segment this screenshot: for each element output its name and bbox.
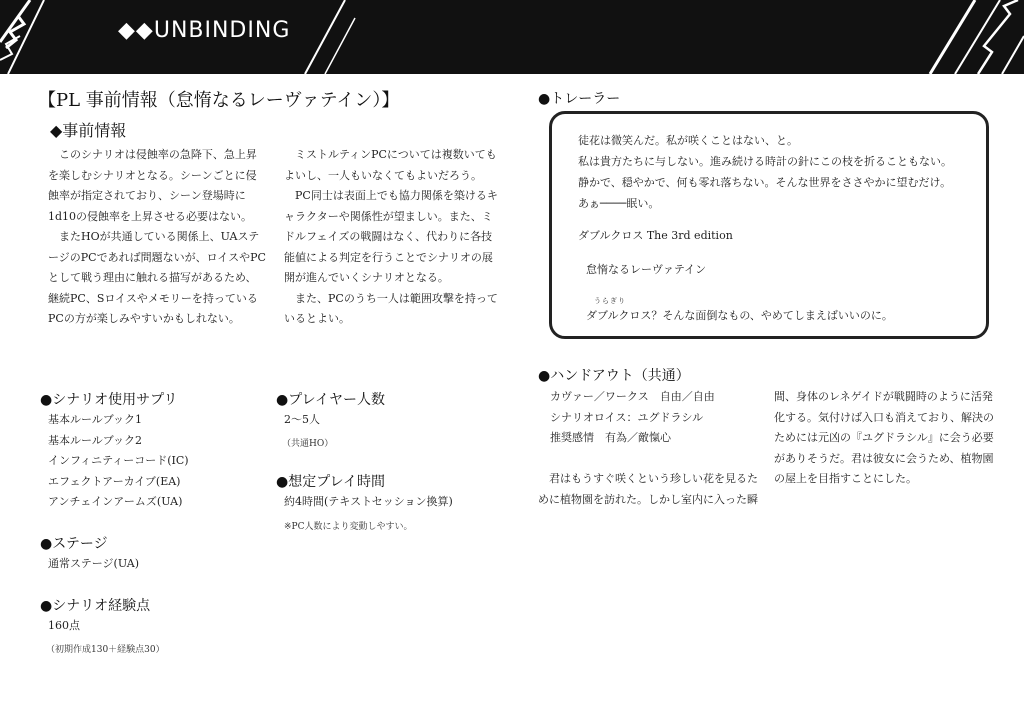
- handout-text-line: ためには元凶の『ユグドラシル』に会う必要: [774, 431, 994, 444]
- handout-text-line: 間、身体のレネゲイドが戦闘時のように活発: [774, 390, 993, 403]
- handout-text-line: 化する。気付けば入口も消えており、解決の: [774, 410, 994, 424]
- pre-info-paragraph: またHOが共通している関係上、UAステージのPCであれば問題ないが、ロイスやPCとして戦う理由に触れる描写があるため、継続PC、Sロイスやメモリーを持っているPCの方が楽しみやすいかもしれない。: [48, 230, 266, 325]
- handout-text-left: [538, 469, 758, 510]
- header-title: ◆◆UNBINDING: [118, 18, 291, 43]
- players-note: （共通HO）: [282, 439, 334, 449]
- pre-info-paragraph: また、PCのうち一人は範囲攻撃を持っているとよい。: [284, 291, 498, 325]
- playtime-heading: ●想定プレイ時間: [276, 474, 385, 490]
- pre-info-right-column: [284, 145, 502, 330]
- trailer-line: 静かで、穏やかで、何も零れ落ちない。そんな世界をささやかに望むだけ。: [578, 176, 952, 189]
- trailer-ruby: うらぎり: [594, 297, 626, 305]
- rules-item: 基本ルールブック2: [48, 433, 143, 447]
- pre-info-paragraph: ミストルティンPCについては複数いてもよいし、一人もいなくてもよいだろう。: [284, 148, 497, 182]
- trailer-tagline: ダブルクロス？そんな面倒なもの、やめてしまえばいいのに。: [586, 309, 893, 322]
- trailer-line: あぁ────眠い。: [578, 197, 660, 210]
- rules-item: インフィニティーコード(IC): [48, 454, 189, 467]
- handout-text-line: がありそうだ。君は彼女に会うため、植物園: [774, 451, 994, 465]
- stage-value: 通常ステージ(UA): [48, 557, 140, 570]
- players-heading: ●プレイヤー人数: [276, 392, 385, 408]
- rules-item: アンチェインアームズ(UA): [48, 495, 183, 508]
- rules-heading: ●シナリオ使用サプリ: [40, 392, 178, 408]
- playtime-note: ※PC人数により変動しやすい。: [284, 522, 413, 532]
- pre-info-left-column: [48, 145, 266, 330]
- rules-item: エフェクトアーカイブ(EA): [48, 474, 181, 488]
- pre-info-heading: ◆事前情報: [50, 121, 127, 140]
- handout-text-line: 君はもうすぐ咲くという珍しい花を見るた: [549, 472, 758, 485]
- playtime-value: 約4時間(テキストセッション換算): [284, 495, 453, 508]
- trailer-game-title: ダブルクロス The 3rd edition: [578, 229, 733, 242]
- handout-text-line: の屋上を目指すことにした。: [774, 472, 917, 485]
- trailer-line: 私は貴方たちに与しない。進み続ける時計の針にこの枝を折ることもない。: [578, 155, 952, 168]
- handout-emotion: 推奨感情 有為／敵愾心: [550, 431, 671, 444]
- exp-value: 160点: [48, 619, 80, 632]
- trailer-line: 徒花は微笑んだ。私が咲くことはない、と。: [578, 134, 798, 147]
- rules-list: [48, 410, 189, 513]
- header-banner: [0, 0, 1024, 74]
- exp-heading: ●シナリオ経験点: [40, 598, 151, 614]
- stage-heading: ●ステージ: [40, 536, 108, 552]
- exp-note: （初期作成130＋経験点30）: [46, 645, 165, 655]
- page-title: 【PL 事前情報（怠惰なるレーヴァテイン）】: [38, 90, 400, 111]
- handout-cover: カヴァー／ワークス 自由／自由: [550, 390, 715, 403]
- handout-details: [550, 387, 715, 449]
- handout-heading: ●ハンドアウト（共通）: [538, 368, 690, 384]
- handout-text-right: [774, 387, 994, 490]
- players-value: 2～5人: [284, 413, 320, 426]
- handout-text-line: めに植物園を訪れた。しかし室内に入った瞬: [538, 492, 758, 506]
- trailer-heading: ●トレーラー: [538, 91, 621, 107]
- trailer-scenario-title: 怠惰なるレーヴァテイン: [586, 263, 707, 276]
- pre-info-paragraph: このシナリオは侵蝕率の急降下、急上昇を楽しむシナリオとなる。シーンごとに侵蝕率が指定されており、シーン登場時に1d10の侵蝕率を上昇させる必要はない。: [48, 148, 257, 223]
- handout-lois: シナリオロイス：ユグドラシル: [550, 410, 704, 424]
- rules-item: 基本ルールブック1: [48, 413, 143, 426]
- pre-info-paragraph: PC同士は表面上でも協力関係を築けるキャラクターや関係性が望ましい。また、ミドルフェイズの戦闘はなく、代わりに各技能値による判定を行うことでシナリオの展開が進んでいくシナリオとなる。: [284, 189, 498, 284]
